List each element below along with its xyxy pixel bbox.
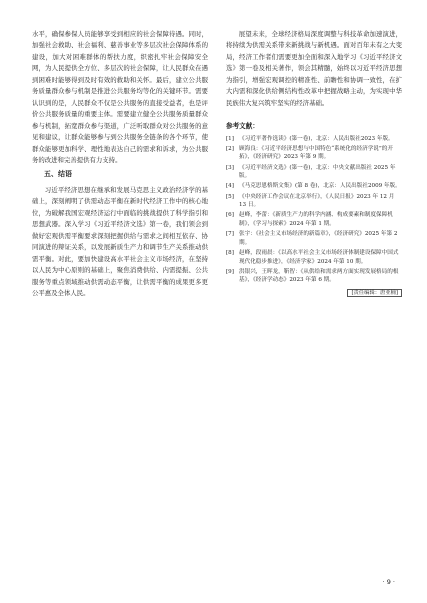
reference-number: [7] [226,231,234,238]
reference-text: 《马克思恩格斯文集》(第 8 卷)，北京：人民出版社2009 年版。 [239,183,401,190]
reference-number: [5] [226,193,234,200]
reference-item [226,230,402,247]
reference-text: 《习近平经济文选》(第一卷)，北京：中央文献出版社 2025 年版。 [239,164,396,180]
section-heading: 五、结语 [44,170,72,179]
reference-number: [1] [226,135,234,142]
reference-number: [8] [226,249,234,256]
left-column [32,29,208,299]
reference-text: 赵峰，段雨晨：《以高水平社会主义市场经济体制建设保障中国式现代化稳步推进》，《经济学家》2024 年第 10 期。 [239,249,399,265]
body-paragraph: 展望未来，全球经济格局深度调整与科技革命加速演进，将持续为供需关系带来新挑战与新机遇。面对百年未有之大变局，经济工作者们需要更加全面和深入地学习《习近平经济文选》第一卷及相关著作，领会其精髓，始终以习近平经济思想为指引，增强宏观调控的精准性、前瞻性和协调一致性，在扩大内需和深化供给侧结构性改革中把握战略主动，为实现中华民族伟大复兴筑牢坚实的经济基础。 [226,30,402,107]
page-number: · 9 · [382,578,395,586]
editor-note [226,288,402,299]
reference-list [226,135,402,285]
reference-number: [3] [226,164,234,171]
reference-text: 洪银兴，王晖龙，靳智：《从供给和需求两方面实现发展格局的根基》，《经济学动态》2023 年第 6 期。 [239,268,399,284]
reference-number: [6] [226,212,234,219]
reference-text: 顾海良：《习近平经济思想与中国特色“系统化的经济学说”的开拓》，《经济研究》2023 年第 9 期。 [239,145,393,161]
reference-item [226,249,402,266]
editor-label: [责任编辑：唐亚楠] [347,289,402,297]
body-paragraph: 水平，确保参保人员能够享受到相应的社会保障待遇。同时，加强社会救助、社会福利、慈善事业等多层次社会保障体系的建设，加大对困难群体的帮扶力度，织密扎牢社会保障安全网，为人民提供全方位、多层次的社会保障，让人民群众在遇到困难时能够得到及时有效的救助和关怀。最后，建立公共服务质量群众参与机制是推进公共服务均等化的关键环节。需要认识到的是，人民群众不仅是公共服务的直接受益者，也是评价公共服务质量的重要主体。需要建立健全公共服务质量群众参与机制，拓宽群众参与渠道，广泛听取群众对公共服务的意见和建议，让群众能够参与到公共服务全链条的各个环节，使群众能够更加科学、理性地表达自己的需求和诉求，为公共服务的改进和完善提供有力支持。 [32,30,208,164]
reference-item [226,182,402,191]
reference-text: 《中央经济工作会议在北京举行》，《人民日报》2023 年 12 月 13 日。 [239,193,395,209]
references-heading: 参考文献： [226,122,259,131]
reference-text: 《习近平著作选读》(第一卷)，北京：人民出版社2023 年版。 [239,135,394,142]
reference-item [226,211,402,228]
right-column [226,29,402,299]
reference-item [226,164,402,181]
reference-item [226,193,402,210]
reference-number: [9] [226,268,234,275]
body-paragraph: 习近平经济思想在继承和发展马克思主义政治经济学的基础上，深刻阐明了供需动态平衡在新时代经济工作中的核心地位，为破解我国宏观经济运行中面临的挑战提供了科学指引和思想武器。深入学习《习近平经济文选》第一卷，我们领会到做好宏观供需平衡要求深刻把握供给与需求之间相互依存、协同演进的辩证关系，以发展新质生产力和调节生产关系推动供需平衡。对此，要加快建设高水平社会主义市场经济，在坚持以人民为中心原则的基础上，聚焦消费供给、内需提振、公共服务等重点领域推动供需动态平衡，让供需平衡的成果更多更公平惠及全体人民。 [32,185,208,297]
reference-item [226,145,402,162]
reference-number: [4] [226,183,234,190]
reference-item [226,135,402,144]
reference-number: [2] [226,145,234,152]
reference-text: 张宇：《社会主义市场经济的新篇章》，《经济研究》2025 年第 2 期。 [239,231,398,246]
reference-item [226,268,402,285]
reference-text: 赵峰，李蕾：《新质生产力的科学内涵、构成要素和制度保障机制》，《学习与探索》2024 年第 1 期。 [239,212,393,227]
